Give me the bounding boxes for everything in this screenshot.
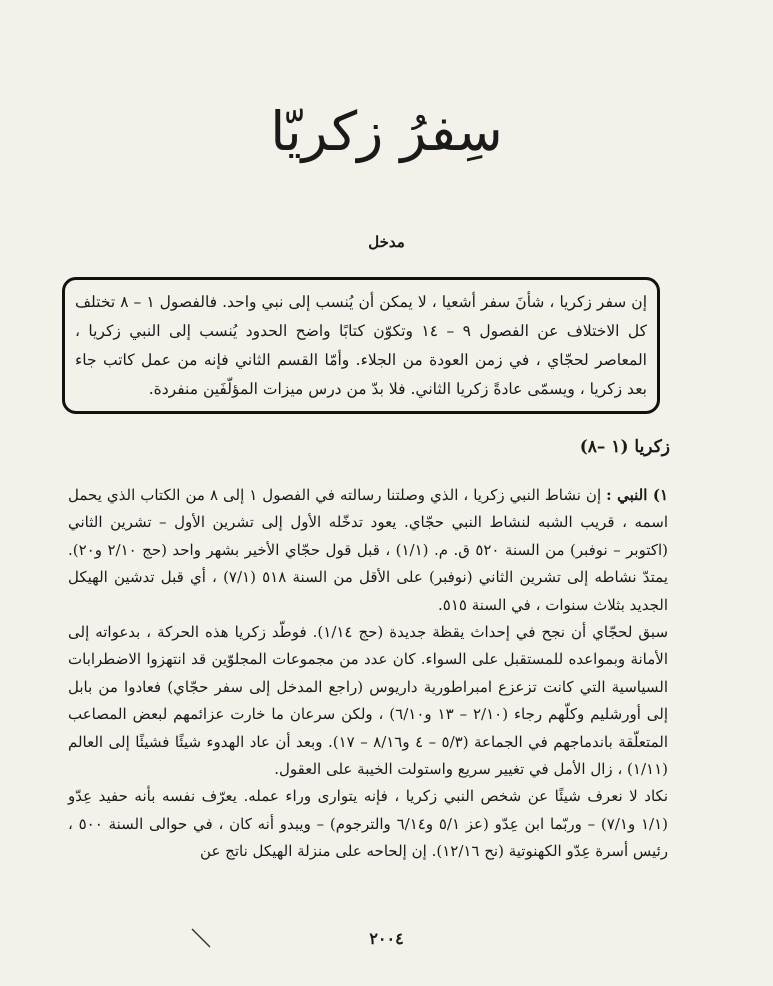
pen-mark <box>190 927 216 953</box>
book-title: سِفرُ زكريّا <box>270 100 503 163</box>
paragraph-text: سبق لحجّاي أن نجح في إحداث يقظة جديدة (حج ١/١٤). فوطّد زكريا هذه الحركة ، بدعواته إلى الأمانة وبمواعده للمستقبل على السواء. كان عدد من مجموعات المجلوّين قد انتهزوا الاضطرابات السياسية التي كانت تزعزع امبراطورية داريوس (راجع المدخل إلى سفر حجّاي) فعادوا من بابل إلى أورشليم وكلّهم رجاء (٢/١٠ – ١٣ و٦/١٠) ، ولكن سرعان ما خارت عزائمهم لبعض المصاعب المتعلّقة باندماجهم في الجماعة (٥/٣ – ٤ و٨/١٦ – ١٧). وبعد أن عاد الهدوء شيئًا فشيئًا إلى العالم (١/١١) ، زال الأمل في تغيير سريع واستولت الخيبة على العقول. <box>68 623 669 779</box>
introduction-heading: مدخل <box>368 233 405 251</box>
introduction-box <box>62 277 660 414</box>
paragraph <box>68 482 668 619</box>
paragraph <box>68 783 668 865</box>
body-text <box>68 482 668 866</box>
paragraph-text: إن نشاط النبي زكريا ، الذي وصلتنا رسالته في الفصول ١ إلى ٨ من الكتاب الذي يحمل اسمه ، قريب الشبه لنشاط النبي حجّاي. يعود تدخّله الأول إلى تشرين الأول – تشرين الثاني (اكتوبر – نوفبر) من السنة ٥٢٠ ق. م. (١/١) ، قبل قول حجّاي الأخير بشهر واحد (حج ٢/١٠ و٢٠). يمتدّ نشاطه إلى تشرين الثاني (نوفبر) على الأقل من السنة ٥١٨ (٧/١) ، أي قبل تدشين الهيكل الجديد بثلاث سنوات ، في السنة ٥١٥. <box>68 486 669 614</box>
introduction-text: إن سفر زكريا ، شأنَ سفر أشعيا ، لا يمكن أن يُنسب إلى نبي واحد. فالفصول ١ – ٨ تختلف كل الاختلاف عن الفصول ٩ – ١٤ وتكوّن كتابًا واضح الحدود يُنسب إلى النبي زكريا ، المعاصر لحجّاي ، في زمن العودة من الجلاء. وأمّا القسم الثاني فإنه من عمل كاتب جاء بعد زكريا ، ويسمّى عادةً زكريا الثاني. فلا بدّ من درس ميزات المؤلّفَين منفردة. <box>75 293 647 398</box>
paragraph <box>68 619 668 783</box>
section-heading: زكريا (١ –٨) <box>579 437 670 457</box>
page-number: ٢٠٠٤ <box>369 929 404 948</box>
paragraph-text: نكاد لا نعرف شيئًا عن شخص النبي زكريا ، فإنه يتوارى وراء عمله. يعرّف نفسه بأنه حفيد عِدّو (١/١ و٧/١) – وربّما ابن عِدّو (عز ٥/١ و٦/١٤ والترجوم) – ويبدو أنه كان ، في حوالى السنة ٥٠٠ ، رئيس أسرة عِدّو الكهنوتية (نح ١٢/١٦). إن إلحاحه على منزلة الهيكل ناتج عن <box>68 787 669 861</box>
paragraph-lead: ١) النبي : <box>606 486 669 504</box>
